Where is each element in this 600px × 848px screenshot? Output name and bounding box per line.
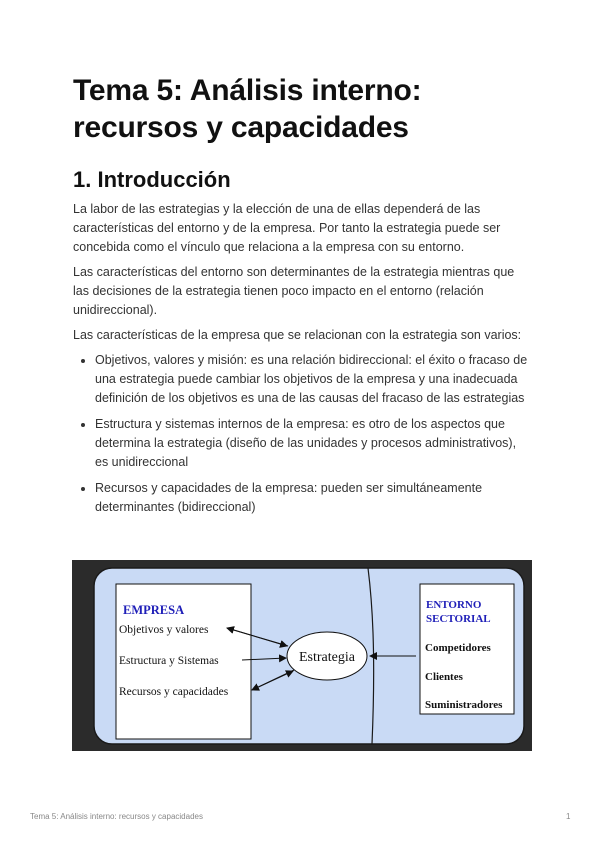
page-number: 1 xyxy=(566,812,571,821)
paragraph: Las características del entorno son determinantes de la estrategia mientras que las decisiones de la estrategia tienen poco impacto en el entorno (relación unidireccional). xyxy=(73,265,515,317)
footer-title: Tema 5: Análisis interno: recursos y capacidades xyxy=(30,812,203,821)
bullet-list xyxy=(73,351,529,517)
entorno-title-line2: SECTORIAL xyxy=(426,613,491,625)
empresa-item-objetivos: Objetivos y valores xyxy=(119,624,209,636)
document-body xyxy=(73,72,529,524)
entorno-title-line1: ENTORNO xyxy=(426,599,482,611)
diagram-svg xyxy=(72,560,532,751)
entorno-item-competidores: Competidores xyxy=(425,642,491,654)
empresa-title: EMPRESA xyxy=(123,603,185,617)
strategy-diagram xyxy=(72,560,532,751)
strategy-label: Estrategia xyxy=(299,650,355,665)
entorno-item-clientes: Clientes xyxy=(425,671,463,683)
paragraph: La labor de las estrategias y la elección de una de ellas dependerá de las características del entorno y de la empresa. Por tanto la estrategia puede ser concebida como el vínculo que relaciona a la empresa con su entorno. xyxy=(73,202,501,254)
list-item: • Recursos y capacidades de la empresa: pueden ser simultáneamente determinantes (bidireccional) xyxy=(95,479,529,517)
empresa-item-estructura: Estructura y Sistemas xyxy=(119,655,219,667)
paragraph: Las características de la empresa que se relacionan con la estrategia son varios: xyxy=(73,328,522,342)
page-title: Tema 5: Análisis interno: recursos y capacidades xyxy=(73,74,422,144)
section-heading: 1. Introducción xyxy=(73,167,231,192)
empresa-item-recursos: Recursos y capacidades xyxy=(119,686,229,698)
entorno-item-suministradores: Suministradores xyxy=(425,699,503,711)
list-item: • Objetivos, valores y misión: es una relación bidireccional: el éxito o fracaso de una estrategia puede cambiar los objetivos de la empresa y una inadecuada definición de los objetivos es una de las causas del fracaso de las estrategias xyxy=(95,351,529,408)
list-item: • Estructura y sistemas internos de la empresa: es otro de los aspectos que determina la estrategia (diseño de las unidades y procesos administrativos), es unidireccional xyxy=(95,415,529,472)
